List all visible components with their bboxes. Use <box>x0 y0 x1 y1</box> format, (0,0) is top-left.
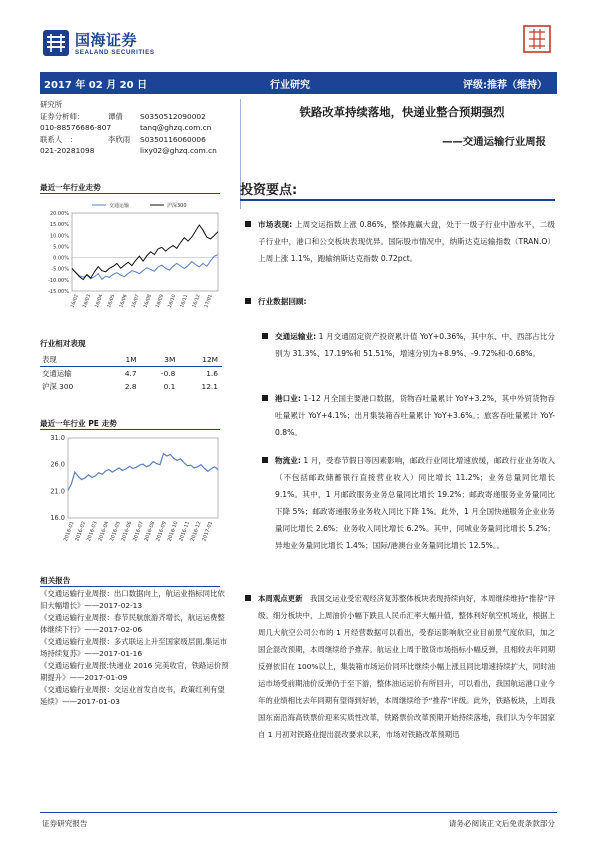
x-tick-label: 2016-11 <box>178 520 192 543</box>
bullet-transport: 交通运输业: 1 月交通固定资产投资累计值 YoY+0.36%，其中东、中、西部占比分别为 31.3%、17.19%和 51.51%，增速分别为+8.9%、-9.72%和-0.68%。 <box>275 328 555 362</box>
x-tick-label: 2017-01 <box>201 520 215 543</box>
analyst-row: 联系人 ： 李欣雨 S0350116060006 <box>40 134 206 144</box>
footer-divider <box>40 812 557 813</box>
x-tick-label: 16/10 <box>167 293 178 309</box>
analyst-dept: 研究所 <box>40 100 63 109</box>
divider <box>40 429 220 430</box>
weekly-view: 本周观点更新 我国交运业受宏观经济复苏整体板块表现持续向好，本周继续维持“推荐”评级。细分板块中，上周油价小幅下跌且人民币汇率大幅升值，整体利好航空机场业，根据上周几大航空公司公布的 1 月经营数据可以看出，受春运影响航空业目前景气度依旧，加之国企混改预期，本周继续给予推荐。航运业上周干散货市场指标小幅反弹，且相较去年同期反弹依旧在 100%以上，集装箱市场运价同环比继续小幅上涨且同比增速持续扩大，同时油运市场受前期油价反弹仍于至下游，整体油运运价有所回升，可以看出，我国航运港口业今年的业绩相比去年同期有望得到好转，本周继续给予“推荐”评级。此外，铁路板块，上周我国东南沿海高铁票价迎来实质性改革，铁路票价改革预期开始持续落地，我们认为今年国家自 1 月初对铁路业提出混改要求以来，市场对铁路改革预期迅 <box>258 590 555 743</box>
x-tick-label: 2016-10 <box>166 520 180 543</box>
x-tick-label: 2016-07 <box>132 520 145 543</box>
table-header-row <box>40 353 222 367</box>
x-tick-label: 16/03 <box>82 293 93 309</box>
report-link[interactable]: 《交通运输行业周报：出口数据向上，航运业指标同比依旧大幅增长》 <box>40 589 225 610</box>
company-name-en: SEALAND SECURITIES <box>75 49 155 56</box>
x-tick-label: 16/08 <box>143 293 153 309</box>
divider <box>40 193 220 194</box>
performance-table <box>40 353 222 394</box>
x-tick-label: 2016-04 <box>97 520 111 543</box>
company-logo <box>42 27 168 63</box>
x-tick-label: 2016-12 <box>189 520 203 543</box>
square-bullet-icon <box>262 457 268 463</box>
analyst-row: 010-88576686-807 tanq@ghzq.com.cn <box>40 123 212 132</box>
plot-area <box>72 213 218 291</box>
report-date: ——2017-02-13 <box>84 601 143 610</box>
table-cell: -0.8 <box>160 369 176 378</box>
x-tick-label: 2016-05 <box>109 520 122 543</box>
perf-section-title: 行业相对表现 <box>40 339 86 348</box>
y-tick-label: 21.0 <box>50 487 65 496</box>
x-tick-label: 2016-03 <box>85 520 99 543</box>
chart1-section-title: 最近一年行业走势 <box>40 183 101 192</box>
list-item[interactable] <box>40 588 230 612</box>
report-type: 行业研究 <box>270 80 310 91</box>
table-row <box>40 367 222 381</box>
report-link[interactable]: 《交通运输行业周报：春节民航旅游齐增长，航运运费整体继续下行》 <box>40 613 225 634</box>
divider <box>240 199 555 201</box>
table-cell: 4.7 <box>124 369 137 378</box>
bullet-port: 港口业: 1-12 月全国主要港口数据，货物吞吐量累计 YoY+3.2%，其中外贸货物吞吐量累计 YoY+4.1%；出月集装箱吞吐量累计 YoY+3.6%。；旅客吞吐量累计 YoY-0.8%。 <box>275 390 555 441</box>
x-tick-label: 16/05 <box>107 293 117 309</box>
x-tick-label: 16/04 <box>94 293 105 309</box>
y-tick-label: -15.00% <box>48 289 69 295</box>
page-subtitle: ——交通运输行业周报 <box>442 136 546 148</box>
table-cell: 沪深 300 <box>42 382 74 392</box>
table-cell: 2.8 <box>124 382 137 392</box>
table-header-cell: 表现 <box>40 353 107 367</box>
report-date: 2017 年 02 月 20 日 <box>44 80 148 91</box>
industry-pe-chart <box>40 432 222 557</box>
table-header-cell: 1M <box>107 353 141 367</box>
page-title: 铁路改革持续落地，快递业整合预期强烈 <box>299 105 505 119</box>
square-bullet-icon <box>262 395 268 401</box>
report-rating: 评级:推荐（维持） <box>463 80 547 91</box>
legend-label: 交通运输 <box>109 203 130 209</box>
square-bullet-icon <box>245 298 251 304</box>
report-link[interactable]: 《交通运输行业周报：交运业首发自皮书，政策红利有望延续》 <box>40 685 225 706</box>
y-tick-label: 16.0 <box>50 514 65 522</box>
industry-trend-chart <box>40 195 222 323</box>
x-tick-label: 17/01 <box>204 293 214 309</box>
chart2-section-title: 最近一年行业 PE 走势 <box>40 419 117 428</box>
sealand-logo-icon <box>42 29 70 57</box>
x-tick-label: 16/12 <box>192 293 202 309</box>
footer-right: 请务必阅读正文后免责条款部分 <box>448 819 555 828</box>
bullet-market: 市场表现: 上周交运指数上涨 0.86%，整体跑赢大盘，处于一级子行业中游水平，二级子行业中，港口和公交板块表现优异。国际股市情况中，纳斯达克运输指数（TRAN.O）上周上涨 1.1%，跑输纳斯达克指数 0.72pct。 <box>258 216 555 267</box>
y-tick-label: 31.0 <box>50 434 65 442</box>
report-date: ——2017-01-16 <box>84 649 143 658</box>
bullet-logistics: 物流业: 1 月，受春节假日等因素影响，邮政行业同比增速放缓，邮政行业业务收入（不包括邮政储蓄银行直接营业收入）同比增长 11.2%；业务总量同比增长 9.1%。其中，1 月邮政服务业务总量同比增长 19.2%；邮政寄递服务业务量同比下降 5%；邮政寄递服务业务收入同比下降 1%。此外，1 月全国快递服务企业业务量同比增长 2.6%；业务收入同比增长 6.2%。其中，同城业务量同比增长 5.2%；异地业务量同比增长 1.4%；国际/港澳台业务量同比增长 12.5%。。 <box>275 452 555 554</box>
report-date: ——2017-02-06 <box>84 625 143 634</box>
x-tick-label: 16/07 <box>131 293 141 309</box>
y-tick-label: 20.00% <box>49 211 69 217</box>
report-link[interactable]: 《交通运输行业周报：多式联运上升至国家级层面,集运市场持续复苏》 <box>40 637 228 658</box>
divider <box>40 586 220 587</box>
x-tick-label: 2016-02 <box>74 520 88 543</box>
square-bullet-icon <box>245 221 251 227</box>
x-tick-label: 16/11 <box>180 293 190 309</box>
legend-label: 沪深300 <box>167 203 187 209</box>
x-tick-label: 2016-06 <box>120 520 134 543</box>
bullet-data-review: 行业数据回顾: <box>258 293 555 310</box>
list-item[interactable] <box>40 612 230 636</box>
invest-highlights-title: 投资要点: <box>240 183 298 198</box>
related-section-title: 相关报告 <box>40 576 71 585</box>
table-cell: 0.1 <box>163 382 176 392</box>
table-row <box>40 380 222 394</box>
series-line-1 <box>68 454 218 491</box>
y-tick-label: 26.0 <box>50 460 65 469</box>
x-tick-label: 2016-08 <box>143 520 157 543</box>
y-tick-label: 10.00% <box>49 233 69 240</box>
table-cell: 交通运输 <box>42 369 72 378</box>
x-tick-label: 16/09 <box>155 293 166 309</box>
x-tick-label: 2016-01 <box>62 520 76 543</box>
analyst-row: 021-20281098 lixy02@ghzq.com.cn <box>40 146 217 155</box>
list-item[interactable] <box>40 660 230 684</box>
square-bullet-icon <box>245 595 251 601</box>
analyst-row: 证券分析师： 谭倩 S0350512090002 <box>40 111 206 121</box>
plot-area <box>68 438 218 518</box>
report-date: ——2017-01-09 <box>69 673 128 682</box>
x-tick-label: 16/06 <box>119 293 129 309</box>
series-line-2 <box>72 225 218 280</box>
y-tick-label: 5.00% <box>53 244 69 251</box>
company-name-cn: 国海证券 <box>75 31 138 49</box>
list-item[interactable] <box>40 684 230 708</box>
seal-stamp-icon <box>522 24 552 54</box>
y-tick-label: 15.00% <box>49 222 69 229</box>
report-info-band <box>40 72 557 94</box>
square-bullet-icon <box>262 333 268 339</box>
y-tick-label: 0.00% <box>53 255 69 262</box>
analyst-block <box>40 99 240 157</box>
y-tick-label: -5.00% <box>51 266 69 273</box>
table-header-cell: 3M <box>141 353 180 367</box>
table-cell: 12.1 <box>201 382 218 392</box>
x-tick-label: 2016-09 <box>155 520 168 543</box>
related-reports-list <box>40 588 230 708</box>
table-header-cell: 12M <box>179 353 222 367</box>
footer-left: 证券研究报告 <box>42 819 88 828</box>
list-item[interactable] <box>40 636 230 660</box>
y-tick-label: -10.00% <box>48 277 69 284</box>
report-link[interactable]: 《交通运输行业周报:快递业 2016 完美收官，铁路运价预期提升》 <box>40 661 229 682</box>
report-date: ——2017-01-03 <box>62 697 120 706</box>
x-tick-label: 16/02 <box>70 293 80 309</box>
table-cell: 1.6 <box>206 369 218 378</box>
